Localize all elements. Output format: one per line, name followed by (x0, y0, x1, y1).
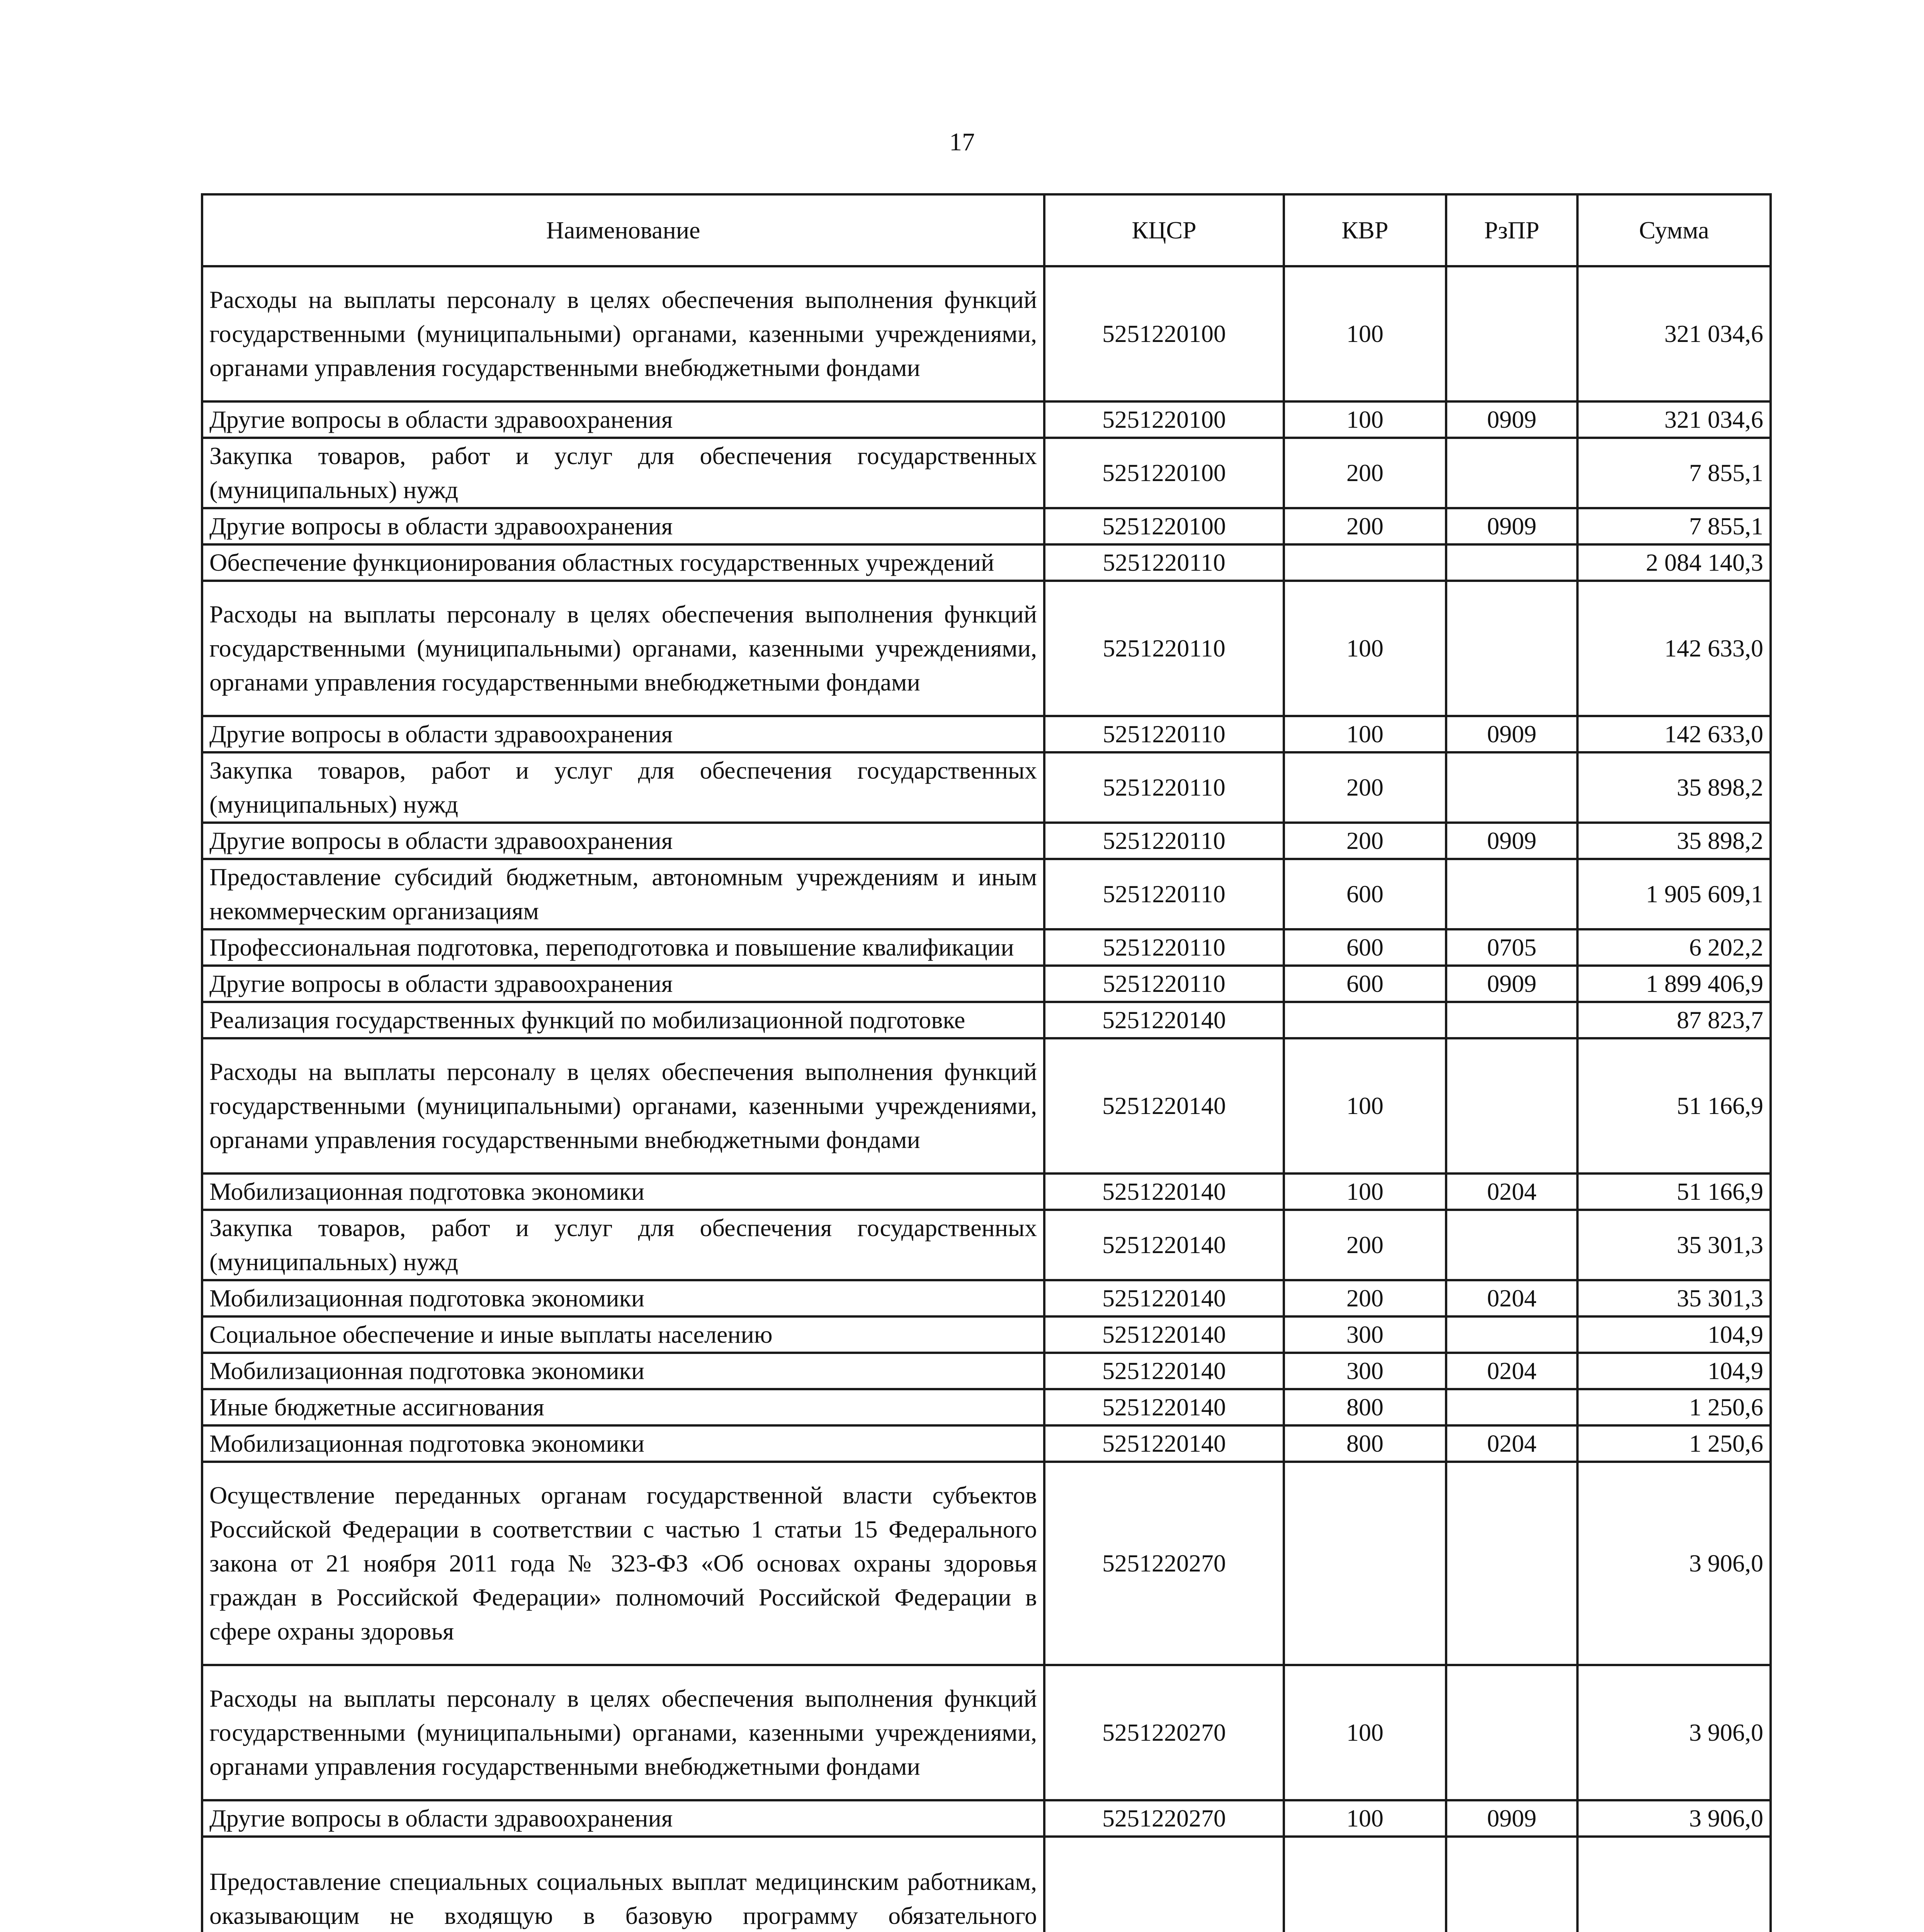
cell-kcsr: 5251220270 (1044, 1665, 1284, 1800)
cell-name: Мобилизационная подготовка экономики (202, 1353, 1044, 1389)
cell-kcsr: 5251220270 (1044, 1462, 1284, 1665)
table-row (202, 1462, 1771, 1665)
cell-name: Профессиональная подготовка, переподготовка и повышение квалификации (202, 929, 1044, 966)
cell-name: Другие вопросы в области здравоохранения (202, 823, 1044, 859)
table-row (202, 401, 1771, 438)
cell-kvr (1284, 1837, 1446, 1932)
cell-rzpr (1446, 438, 1577, 508)
cell-sum: 2 084 140,3 (1577, 544, 1771, 581)
cell-kcsr: 5251220140 (1044, 1425, 1284, 1462)
cell-rzpr (1446, 1389, 1577, 1425)
cell-name: Мобилизационная подготовка экономики (202, 1425, 1044, 1462)
cell-sum: 51 166,9 (1577, 1038, 1771, 1173)
cell-rzpr (1446, 1316, 1577, 1353)
cell-rzpr (1446, 1462, 1577, 1665)
cell-rzpr: 0909 (1446, 1800, 1577, 1837)
cell-rzpr: 0204 (1446, 1425, 1577, 1462)
cell-rzpr (1446, 1210, 1577, 1280)
cell-name: Закупка товаров, работ и услуг для обеспечения государственных (муниципальных) нужд (202, 438, 1044, 508)
table-row (202, 1210, 1771, 1280)
cell-sum: 7 855,1 (1577, 438, 1771, 508)
cell-kcsr: 5251220270 (1044, 1800, 1284, 1837)
cell-kvr: 100 (1284, 716, 1446, 752)
cell-sum: 142 633,0 (1577, 581, 1771, 716)
cell-name: Закупка товаров, работ и услуг для обеспечения государственных (муниципальных) нужд (202, 1210, 1044, 1280)
cell-rzpr (1446, 859, 1577, 929)
cell-rzpr (1446, 266, 1577, 401)
cell-name: Реализация государственных функций по мобилизационной подготовке (202, 1002, 1044, 1038)
cell-rzpr (1446, 1002, 1577, 1038)
cell-kvr: 200 (1284, 1280, 1446, 1316)
cell-kcsr: 5251220100 (1044, 266, 1284, 401)
cell-sum: 6 202,2 (1577, 929, 1771, 966)
cell-kvr: 100 (1284, 1665, 1446, 1800)
cell-kcsr: 5251220140 (1044, 1210, 1284, 1280)
table-row (202, 508, 1771, 544)
cell-sum: 1 250,6 (1577, 1389, 1771, 1425)
cell-name: Обеспечение функционирования областных государственных учреждений (202, 544, 1044, 581)
cell-kvr (1284, 1002, 1446, 1038)
header-rzpr: РзПР (1446, 194, 1577, 266)
cell-kvr: 100 (1284, 1800, 1446, 1837)
cell-rzpr: 0909 (1446, 508, 1577, 544)
cell-kcsr: 5251220110 (1044, 929, 1284, 966)
cell-rzpr (1446, 1038, 1577, 1173)
table-row (202, 438, 1771, 508)
cell-rzpr: 0909 (1446, 401, 1577, 438)
table-row (202, 1389, 1771, 1425)
cell-rzpr: 0909 (1446, 823, 1577, 859)
header-kvr: КВР (1284, 194, 1446, 266)
cell-rzpr (1446, 752, 1577, 823)
cell-kvr: 200 (1284, 752, 1446, 823)
cell-name: Другие вопросы в области здравоохранения (202, 401, 1044, 438)
cell-rzpr: 0204 (1446, 1280, 1577, 1316)
cell-kvr: 200 (1284, 438, 1446, 508)
header-name: Наименование (202, 194, 1044, 266)
cell-sum: 1 899 406,9 (1577, 966, 1771, 1002)
cell-sum: 35 898,2 (1577, 752, 1771, 823)
cell-sum: 1 250,6 (1577, 1425, 1771, 1462)
cell-sum: 142 633,0 (1577, 716, 1771, 752)
cell-kvr: 100 (1284, 1038, 1446, 1173)
cell-kcsr: 5251220140 (1044, 1038, 1284, 1173)
cell-kcsr: 5251220140 (1044, 1173, 1284, 1210)
budget-table (201, 193, 1772, 1932)
table-row (202, 266, 1771, 401)
cell-rzpr (1446, 1665, 1577, 1800)
cell-kcsr: 5251220110 (1044, 544, 1284, 581)
cell-name: Другие вопросы в области здравоохранения (202, 1800, 1044, 1837)
cell-name: Другие вопросы в области здравоохранения (202, 966, 1044, 1002)
table-row (202, 823, 1771, 859)
cell-sum: 3 906,0 (1577, 1665, 1771, 1800)
cell-kcsr: 5251220140 (1044, 1316, 1284, 1353)
cell-sum: 321 034,6 (1577, 401, 1771, 438)
cell-rzpr (1446, 1837, 1577, 1932)
cell-sum: 1 905 609,1 (1577, 859, 1771, 929)
cell-kvr: 200 (1284, 823, 1446, 859)
cell-sum: 104,9 (1577, 1353, 1771, 1389)
table-row (202, 1665, 1771, 1800)
cell-kvr: 100 (1284, 401, 1446, 438)
cell-sum: 51 166,9 (1577, 1173, 1771, 1210)
cell-kvr: 800 (1284, 1389, 1446, 1425)
header-row (202, 194, 1771, 266)
table-row (202, 1173, 1771, 1210)
cell-kcsr: 5251220110 (1044, 581, 1284, 716)
cell-kcsr: 5251220100 (1044, 401, 1284, 438)
cell-sum (1577, 1837, 1771, 1932)
cell-name: Закупка товаров, работ и услуг для обеспечения государственных (муниципальных) нужд (202, 752, 1044, 823)
cell-kcsr: 5251220110 (1044, 966, 1284, 1002)
cell-kvr: 100 (1284, 1173, 1446, 1210)
cell-kvr: 100 (1284, 266, 1446, 401)
cell-name: Социальное обеспечение и иные выплаты населению (202, 1316, 1044, 1353)
cell-name: Предоставление субсидий бюджетным, автономным учреждениям и иным некоммерческим организациям (202, 859, 1044, 929)
cell-kcsr: 5251220110 (1044, 716, 1284, 752)
cell-kvr: 300 (1284, 1316, 1446, 1353)
cell-rzpr: 0909 (1446, 716, 1577, 752)
table-row (202, 1425, 1771, 1462)
cell-sum: 35 301,3 (1577, 1280, 1771, 1316)
header-kcsr: КЦСР (1044, 194, 1284, 266)
cell-name: Другие вопросы в области здравоохранения (202, 508, 1044, 544)
cell-kvr (1284, 544, 1446, 581)
cell-name: Расходы на выплаты персоналу в целях обеспечения выполнения функций государственными (муниципальными) органами, казенными учреждениями, органами управления государственными внебюджетными фондами (202, 581, 1044, 716)
cell-name: Предоставление специальных социальных выплат медицинским работникам, оказывающим не входящую в базовую программу обязательного (202, 1837, 1044, 1932)
cell-kcsr: 5251220100 (1044, 508, 1284, 544)
table-row (202, 859, 1771, 929)
cell-sum: 87 823,7 (1577, 1002, 1771, 1038)
cell-kcsr: 5251220110 (1044, 752, 1284, 823)
table-row (202, 1002, 1771, 1038)
cell-rzpr (1446, 544, 1577, 581)
table-row (202, 1280, 1771, 1316)
cell-kcsr: 5251220140 (1044, 1002, 1284, 1038)
table-row (202, 966, 1771, 1002)
table-row (202, 1353, 1771, 1389)
cell-kcsr (1044, 1837, 1284, 1932)
cell-name: Осуществление переданных органам государственной власти субъектов Российской Федерации в соответствии с частью 1 статьи 15 Федерального закона от 21 ноября 2011 года № 323-ФЗ «Об основах охраны здоровья граждан в Российской Федерации» полномочий Российской Федерации в сфере охраны здоровья (202, 1462, 1044, 1665)
table-row (202, 1800, 1771, 1837)
cell-kvr (1284, 1462, 1446, 1665)
cell-rzpr: 0909 (1446, 966, 1577, 1002)
cell-name: Расходы на выплаты персоналу в целях обеспечения выполнения функций государственными (муниципальными) органами, казенными учреждениями, органами управления государственными внебюджетными фондами (202, 266, 1044, 401)
cell-sum: 7 855,1 (1577, 508, 1771, 544)
cell-kvr: 300 (1284, 1353, 1446, 1389)
cell-kvr: 600 (1284, 966, 1446, 1002)
cell-kvr: 200 (1284, 508, 1446, 544)
page-number: 17 (949, 128, 975, 156)
table-row (202, 1316, 1771, 1353)
cell-kcsr: 5251220110 (1044, 859, 1284, 929)
table-row (202, 544, 1771, 581)
cell-sum: 35 898,2 (1577, 823, 1771, 859)
cell-kvr: 800 (1284, 1425, 1446, 1462)
cell-kcsr: 5251220140 (1044, 1353, 1284, 1389)
cell-sum: 35 301,3 (1577, 1210, 1771, 1280)
table-row (202, 581, 1771, 716)
cell-sum: 3 906,0 (1577, 1800, 1771, 1837)
table-row (202, 929, 1771, 966)
cell-kcsr: 5251220100 (1044, 438, 1284, 508)
cell-name: Расходы на выплаты персоналу в целях обеспечения выполнения функций государственными (муниципальными) органами, казенными учреждениями, органами управления государственными внебюджетными фондами (202, 1665, 1044, 1800)
cell-kvr: 200 (1284, 1210, 1446, 1280)
cell-kcsr: 5251220110 (1044, 823, 1284, 859)
cell-name: Иные бюджетные ассигнования (202, 1389, 1044, 1425)
cell-rzpr (1446, 581, 1577, 716)
cell-name: Мобилизационная подготовка экономики (202, 1173, 1044, 1210)
cell-name: Другие вопросы в области здравоохранения (202, 716, 1044, 752)
cell-rzpr: 0204 (1446, 1173, 1577, 1210)
table-row (202, 1837, 1771, 1932)
cell-kvr: 100 (1284, 581, 1446, 716)
cell-name: Расходы на выплаты персоналу в целях обеспечения выполнения функций государственными (муниципальными) органами, казенными учреждениями, органами управления государственными внебюджетными фондами (202, 1038, 1044, 1173)
header-sum: Сумма (1577, 194, 1771, 266)
cell-sum: 321 034,6 (1577, 266, 1771, 401)
cell-kcsr: 5251220140 (1044, 1389, 1284, 1425)
cell-sum: 104,9 (1577, 1316, 1771, 1353)
table-row (202, 1038, 1771, 1173)
cell-kvr: 600 (1284, 859, 1446, 929)
table-row (202, 752, 1771, 823)
cell-rzpr: 0204 (1446, 1353, 1577, 1389)
cell-kvr: 600 (1284, 929, 1446, 966)
cell-rzpr: 0705 (1446, 929, 1577, 966)
cell-sum: 3 906,0 (1577, 1462, 1771, 1665)
cell-kcsr: 5251220140 (1044, 1280, 1284, 1316)
table-row (202, 716, 1771, 752)
cell-name: Мобилизационная подготовка экономики (202, 1280, 1044, 1316)
